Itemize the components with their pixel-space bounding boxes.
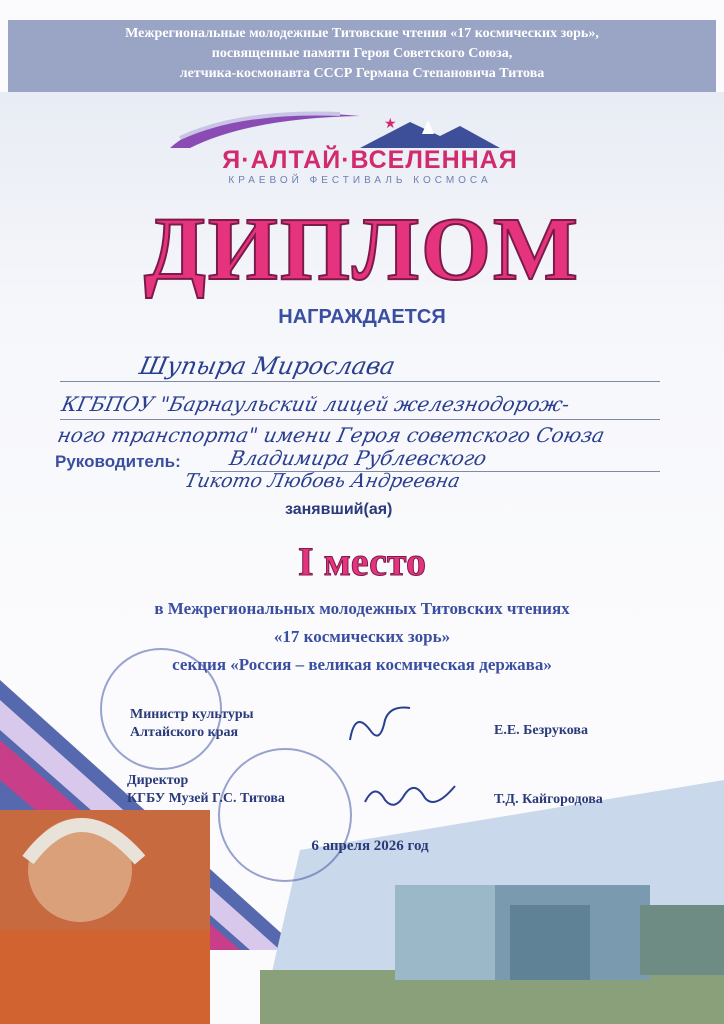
- header-line-3: летчика-космонавта СССР Германа Степановича Титова: [179, 66, 545, 81]
- institution-line-1-rule: [60, 419, 660, 420]
- event-line-3: секция «Россия – великая космическая держава»: [172, 655, 552, 674]
- institution-line-2: ного транспорта" имени Героя советского Союза: [55, 423, 607, 447]
- recipient-name: Шупыра Мирослава: [137, 352, 398, 380]
- event-line-1: в Межрегиональных молодежных Титовских чтениях: [154, 599, 570, 618]
- signatory-2-name: Т.Д. Кайгородова: [494, 792, 603, 807]
- signature-2: [360, 772, 460, 817]
- institution-line-1: КГБПОУ "Барнаульский лицей железнодорож-: [59, 392, 572, 416]
- leader-label: Руководитель:: [55, 452, 181, 471]
- signatory-2-title: Директор КГБУ Музей Г.С. Титова: [127, 773, 285, 806]
- star-icon: ★: [384, 117, 397, 132]
- official-stamp-2: [218, 748, 352, 882]
- place-award: I место: [298, 539, 426, 584]
- leader-line-2: Тикото Любовь Андреевна: [182, 470, 463, 492]
- signatory-1-name: Е.Е. Безрукова: [494, 723, 588, 738]
- awarded-label: НАГРАЖДАЕТСЯ: [278, 306, 446, 328]
- took-place-label: занявший(ая): [285, 501, 393, 518]
- signatory-1-title: Министр культуры Алтайского края: [130, 707, 254, 740]
- event-line-2: «17 космических зорь»: [273, 627, 451, 646]
- logo-subtitle: КРАЕВОЙ ФЕСТИВАЛЬ КОСМОСА: [228, 175, 492, 186]
- recipient-line: [60, 381, 660, 382]
- header-line-2: посвященные памяти Героя Советского Союза,: [211, 46, 513, 61]
- header-line-1: Межрегиональные молодежные Титовские чтения «17 космических зорь»,: [125, 26, 599, 41]
- leader-line-1: Владимира Рублевского: [227, 446, 489, 470]
- header-banner: [8, 20, 716, 92]
- logo-title: Я·АЛТАЙ·ВСЕЛЕННАЯ: [222, 146, 518, 174]
- diploma-title: ДИПЛОМ: [144, 200, 580, 299]
- issue-date: 6 апреля 2026 год: [311, 838, 429, 854]
- signature-1: [345, 700, 415, 750]
